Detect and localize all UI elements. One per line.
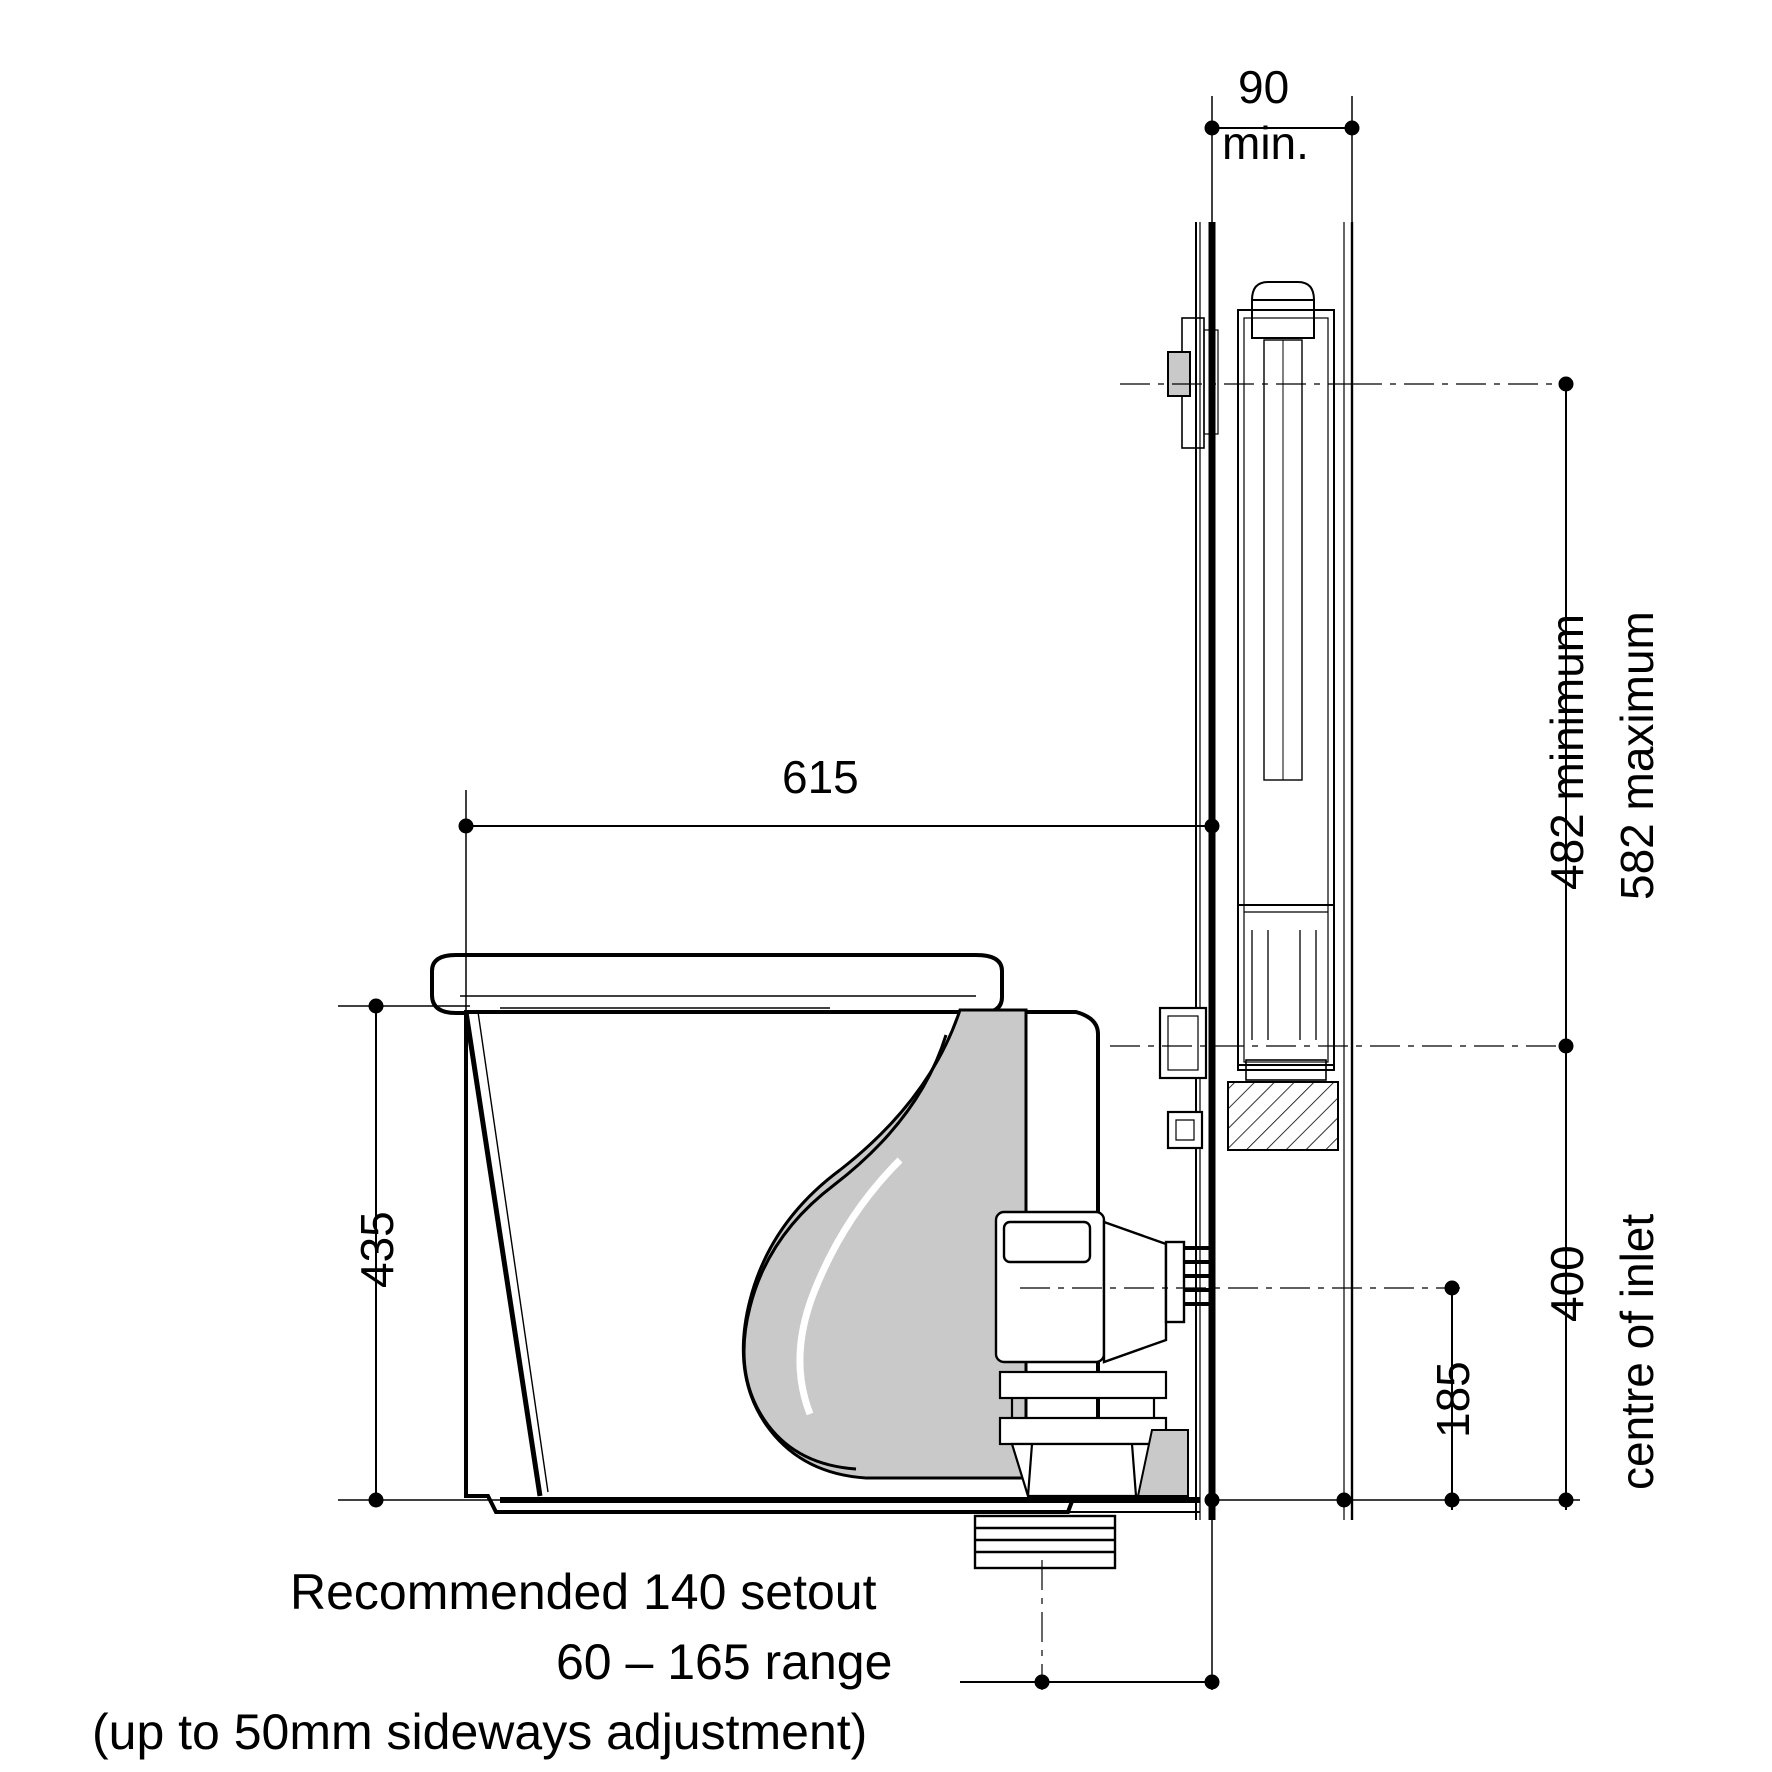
- dim-90-value: 90: [1238, 61, 1290, 113]
- dim-582-max-value: 582 maximum: [1611, 611, 1663, 900]
- note-setout-1: Recommended 140 setout: [290, 1564, 877, 1620]
- dim-185-value: 185: [1427, 1361, 1479, 1438]
- dim-435-value: 435: [351, 1211, 403, 1288]
- note-setout-2: 60 – 165 range: [556, 1634, 893, 1690]
- dim-615-value: 615: [782, 751, 859, 803]
- dim-90-qualifier: min.: [1222, 117, 1309, 169]
- toilet-pan: [432, 955, 1212, 1568]
- note-centre-of-inlet: centre of inlet: [1611, 1213, 1663, 1490]
- dim-400-value: 400: [1541, 1245, 1593, 1322]
- note-setout-3: (up to 50mm sideways adjustment): [92, 1704, 868, 1760]
- dim-482-min-value: 482 minimum: [1541, 613, 1593, 890]
